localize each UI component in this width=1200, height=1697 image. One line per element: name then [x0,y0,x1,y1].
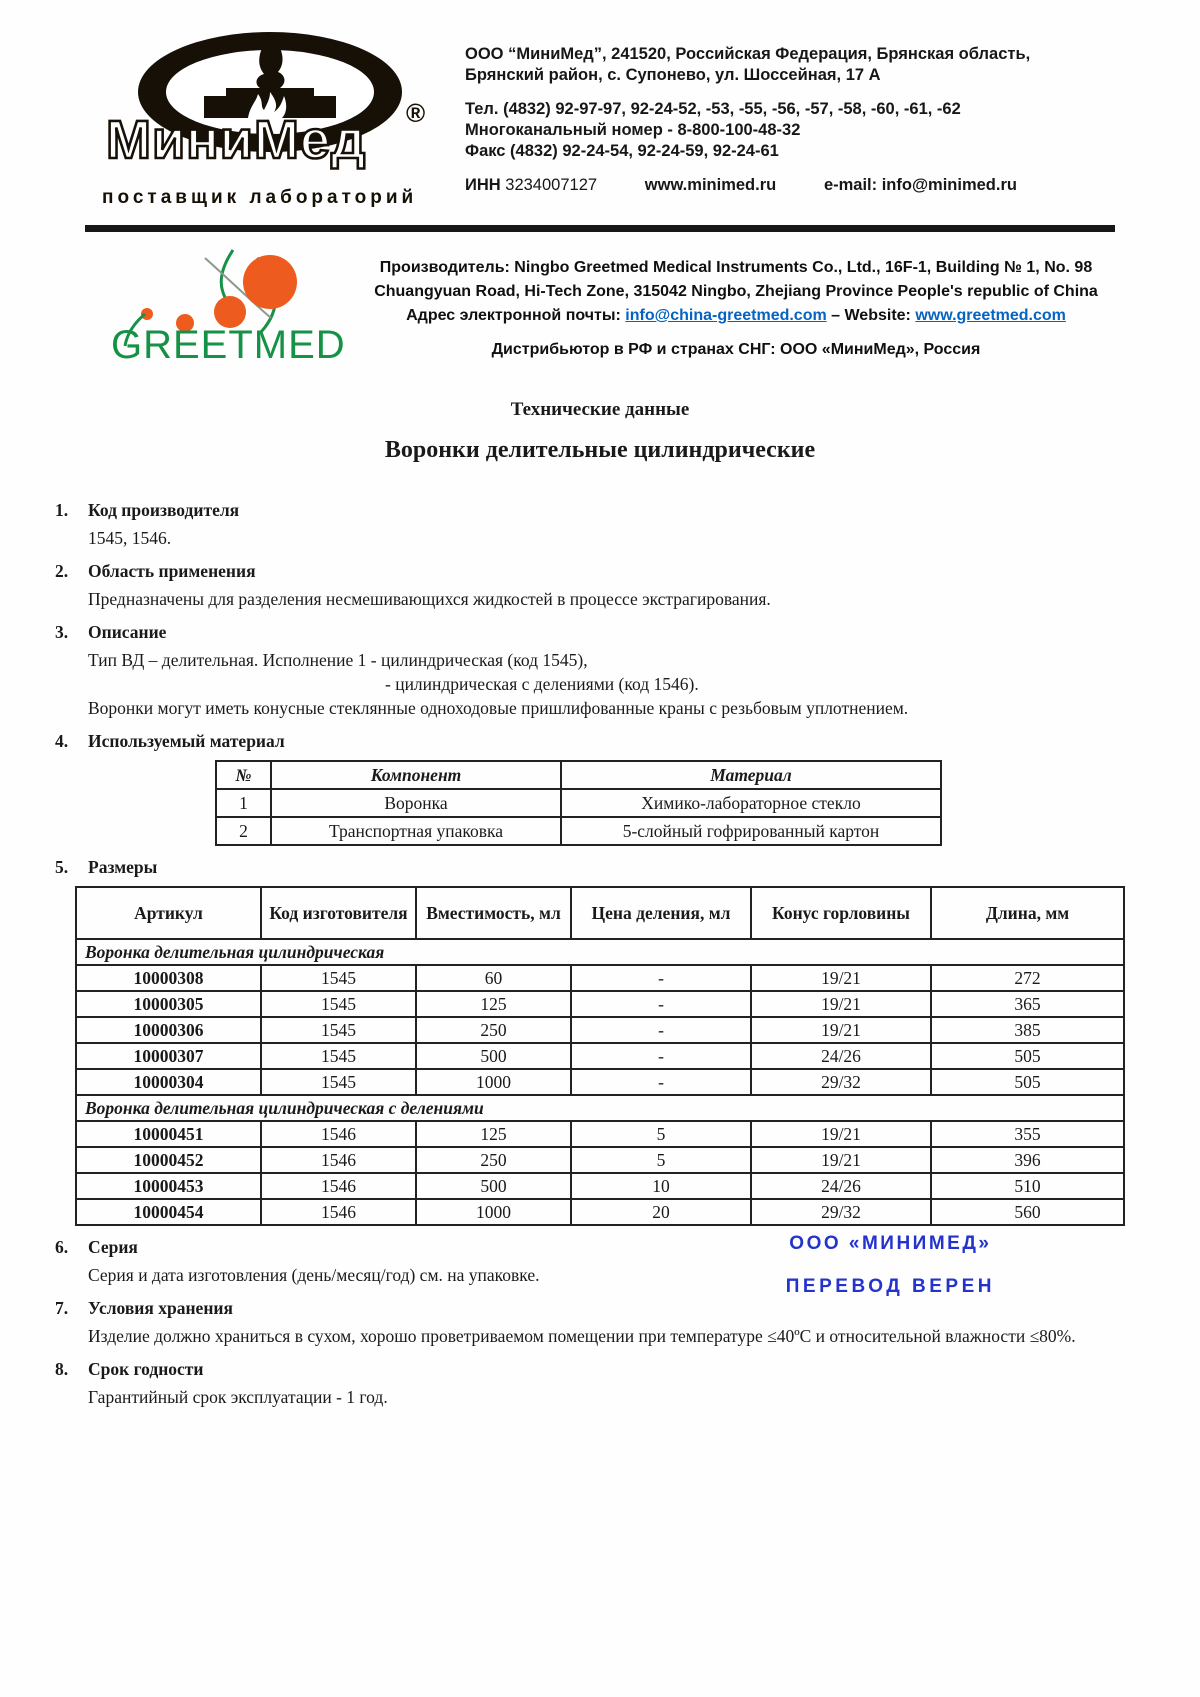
cell: 250 [416,1147,571,1173]
table-row [76,1017,1124,1043]
cell: - [571,1043,751,1069]
section-body [88,648,1145,720]
description-line: - цилиндрическая с делениями (код 1546). [385,674,699,694]
cell: 1546 [261,1121,416,1147]
column-header: Длина, мм [931,887,1124,939]
cell: 385 [931,1017,1124,1043]
cell-article: 10000454 [76,1199,261,1225]
table-header-row [216,761,941,789]
top-header [0,0,1200,209]
company-website: www.minimed.ru [644,176,777,194]
column-header: Код изготовителя [261,887,416,939]
table-row [76,991,1124,1017]
company-email: e-mail: info@minimed.ru [823,176,1017,194]
description-line: Тип ВД – делительная. Исполнение 1 - цилиндрическая (код 1545), [88,650,588,670]
cell: - [571,1017,751,1043]
table-header-row [76,887,1124,939]
sections [55,500,1145,1409]
cell-article: 10000307 [76,1043,261,1069]
cell: 19/21 [751,991,931,1017]
section-title: Описание [88,622,167,642]
cell: 29/32 [751,1069,931,1095]
section-body: Гарантийный срок эксплуатации - 1 год. [88,1387,388,1407]
cell: 272 [931,965,1124,991]
inn [465,175,597,196]
column-header: Вместимость, мл [416,887,571,939]
cell: 1545 [261,991,416,1017]
manufacturer-email-link[interactable]: info@china-greetmed.com [625,307,827,324]
inn-value: 3234007127 [505,176,598,194]
cell: 5-слойный гофрированный картон [561,817,941,845]
cell: 505 [931,1069,1124,1095]
cell: 500 [416,1043,571,1069]
phone-line: Факс (4832) 92-24-54, 92-24-59, 92-24-61 [465,142,779,160]
cell-article: 10000304 [76,1069,261,1095]
cell: 355 [931,1121,1124,1147]
section-series [55,1233,1145,1297]
doc-title: Воронки делительные цилиндрические [384,437,816,463]
column-header: Компонент [271,761,561,789]
company-address-block [465,30,1030,209]
email-label: Адрес электронной почты: [406,307,626,324]
registered-mark: ® [406,98,426,128]
address-line: ООО “МиниМед”, 241520, Российская Федерация, Брянская область, [465,45,1031,63]
section-number: 8. [55,1359,69,1379]
greetmed-brand-text: GREETMED [111,323,346,360]
header-divider [85,225,1115,232]
cell: 20 [571,1199,751,1225]
cell-article: 10000305 [76,991,261,1017]
cell: 5 [571,1147,751,1173]
manufacturer-website-link[interactable]: www.greetmed.com [915,307,1066,324]
table-row [76,965,1124,991]
cell: 1546 [261,1199,416,1225]
cell: Транспортная упаковка [271,817,561,845]
cell: - [571,965,751,991]
section-title: Серия [88,1237,138,1257]
cell: 24/26 [751,1043,931,1069]
table-group-row [76,939,1124,965]
minimed-brand-text: МиниМед [106,110,367,170]
cell: 19/21 [751,1147,931,1173]
column-header: № [216,761,271,789]
section-title: Код производителя [88,500,240,520]
cell: Воронка [271,789,561,817]
cell: 510 [931,1173,1124,1199]
cell: 19/21 [751,965,931,991]
inn-label: ИНН [465,176,506,194]
minimed-tagline: поставщик лабораторий [102,187,418,208]
section-title: Условия хранения [88,1298,233,1318]
cell-article: 10000308 [76,965,261,991]
greetmed-logo [85,240,357,365]
section-number: 1. [55,500,69,520]
sizes-table [75,886,1125,1226]
cell: 19/21 [751,1017,931,1043]
section-sizes [55,857,1145,1226]
cell: 1546 [261,1147,416,1173]
table-row [76,1147,1124,1173]
translation-stamp [786,1233,995,1298]
table-row [76,1173,1124,1199]
cell-article: 10000306 [76,1017,261,1043]
cell: - [571,1069,751,1095]
cell: 29/32 [751,1199,931,1225]
manufacturer-line: Производитель: Ningbo Greetmed Medical Instruments Co., Ltd., 16F-1, Building № 1, No. 98 [379,259,1093,276]
cell: - [571,991,751,1017]
manufacturer-line: Chuangyuan Road, Hi-Tech Zone, 315042 Ningbo, Zhejiang Province People's republic of China [374,283,1098,300]
section-number: 4. [55,731,69,751]
cell: 560 [931,1199,1124,1225]
cell: 125 [416,1121,571,1147]
manufacturer-header [85,240,1115,365]
cell: Химико-лабораторное стекло [561,789,941,817]
section-title: Используемый материал [88,731,285,751]
table-row [216,789,941,817]
section-body: Изделие должно храниться в сухом, хорошо проветриваемом помещении при температуре ≤40ºС и относительной влажности ≤80%. [88,1326,1076,1346]
section-body: 1545, 1546. [88,528,172,548]
minimed-logo [98,30,443,209]
section-title: Область применения [88,561,256,581]
stamp-line: ООО «МИНИМЕД» [789,1233,992,1254]
minimed-logo-icon [98,30,443,180]
description-line: Воронки могут иметь конусные стеклянные одноходовые пришлифованные краны с резьбовым уплотнением. [88,698,909,718]
table-row [76,1199,1124,1225]
section-number: 6. [55,1237,69,1257]
section-shelf-life [55,1359,1145,1409]
manufacturer-text [357,256,1115,362]
column-header: Цена деления, мл [571,887,751,939]
stamp-line: ПЕРЕВОД ВЕРЕН [785,1276,995,1297]
column-header: Конус горловины [751,887,931,939]
section-material [55,731,1145,846]
column-header: Артикул [76,887,261,939]
table-group-row [76,1095,1124,1121]
section-number: 5. [55,857,69,877]
website-separator: – Website: [826,307,916,324]
column-header: Материал [561,761,941,789]
cell: 2 [216,817,271,845]
cell: 1000 [416,1069,571,1095]
cell: 365 [931,991,1124,1017]
phone-line: Многоканальный номер - 8-800-100-48-32 [465,121,801,139]
cell: 10 [571,1173,751,1199]
cell: 5 [571,1121,751,1147]
group-label: Воронка делительная цилиндрическая с делениями [76,1095,1124,1121]
section-description [55,622,1145,720]
section-number: 2. [55,561,69,581]
cell-article: 10000453 [76,1173,261,1199]
section-number: 7. [55,1298,69,1318]
section-title: Размеры [88,857,158,877]
manufacturer-contacts [357,304,1115,328]
table-row [76,1043,1124,1069]
cell: 1000 [416,1199,571,1225]
address-line: Брянский район, с. Супонево, ул. Шоссейная, 17 А [465,66,881,84]
section-title: Срок годности [88,1359,204,1379]
cell-article: 10000451 [76,1121,261,1147]
section-application [55,561,1145,611]
table-row [76,1069,1124,1095]
cell: 1546 [261,1173,416,1199]
cell: 60 [416,965,571,991]
cell: 500 [416,1173,571,1199]
doc-subtitle: Технические данные [510,399,690,420]
table-row [76,1121,1124,1147]
cell: 19/21 [751,1121,931,1147]
cell: 1 [216,789,271,817]
material-table [215,760,942,846]
section-body: Серия и дата изготовления (день/месяц/год) см. на упаковке. [88,1265,540,1285]
section-manufacturer-code [55,500,1145,550]
section-number: 3. [55,622,69,642]
cell: 396 [931,1147,1124,1173]
cell: 1545 [261,1043,416,1069]
table-row [216,817,941,845]
inn-row [465,175,1017,196]
cell: 1545 [261,965,416,991]
cell: 1545 [261,1017,416,1043]
phone-line: Тел. (4832) 92-97-97, 92-24-52, -53, -55, -56, -57, -58, -60, -61, -62 [465,100,961,118]
group-label: Воронка делительная цилиндрическая [76,939,1124,965]
cell: 24/26 [751,1173,931,1199]
section-storage [55,1298,1145,1348]
section-body: Предназначены для разделения несмешивающихся жидкостей в процессе экстрагирования. [88,589,771,609]
cell-article: 10000452 [76,1147,261,1173]
distributor-line: Дистрибьютор в РФ и странах СНГ: ООО «МиниМед», Россия [491,341,981,358]
cell: 1545 [261,1069,416,1095]
cell: 505 [931,1043,1124,1069]
cell: 125 [416,991,571,1017]
greetmed-logo-icon [85,240,357,360]
cell: 250 [416,1017,571,1043]
